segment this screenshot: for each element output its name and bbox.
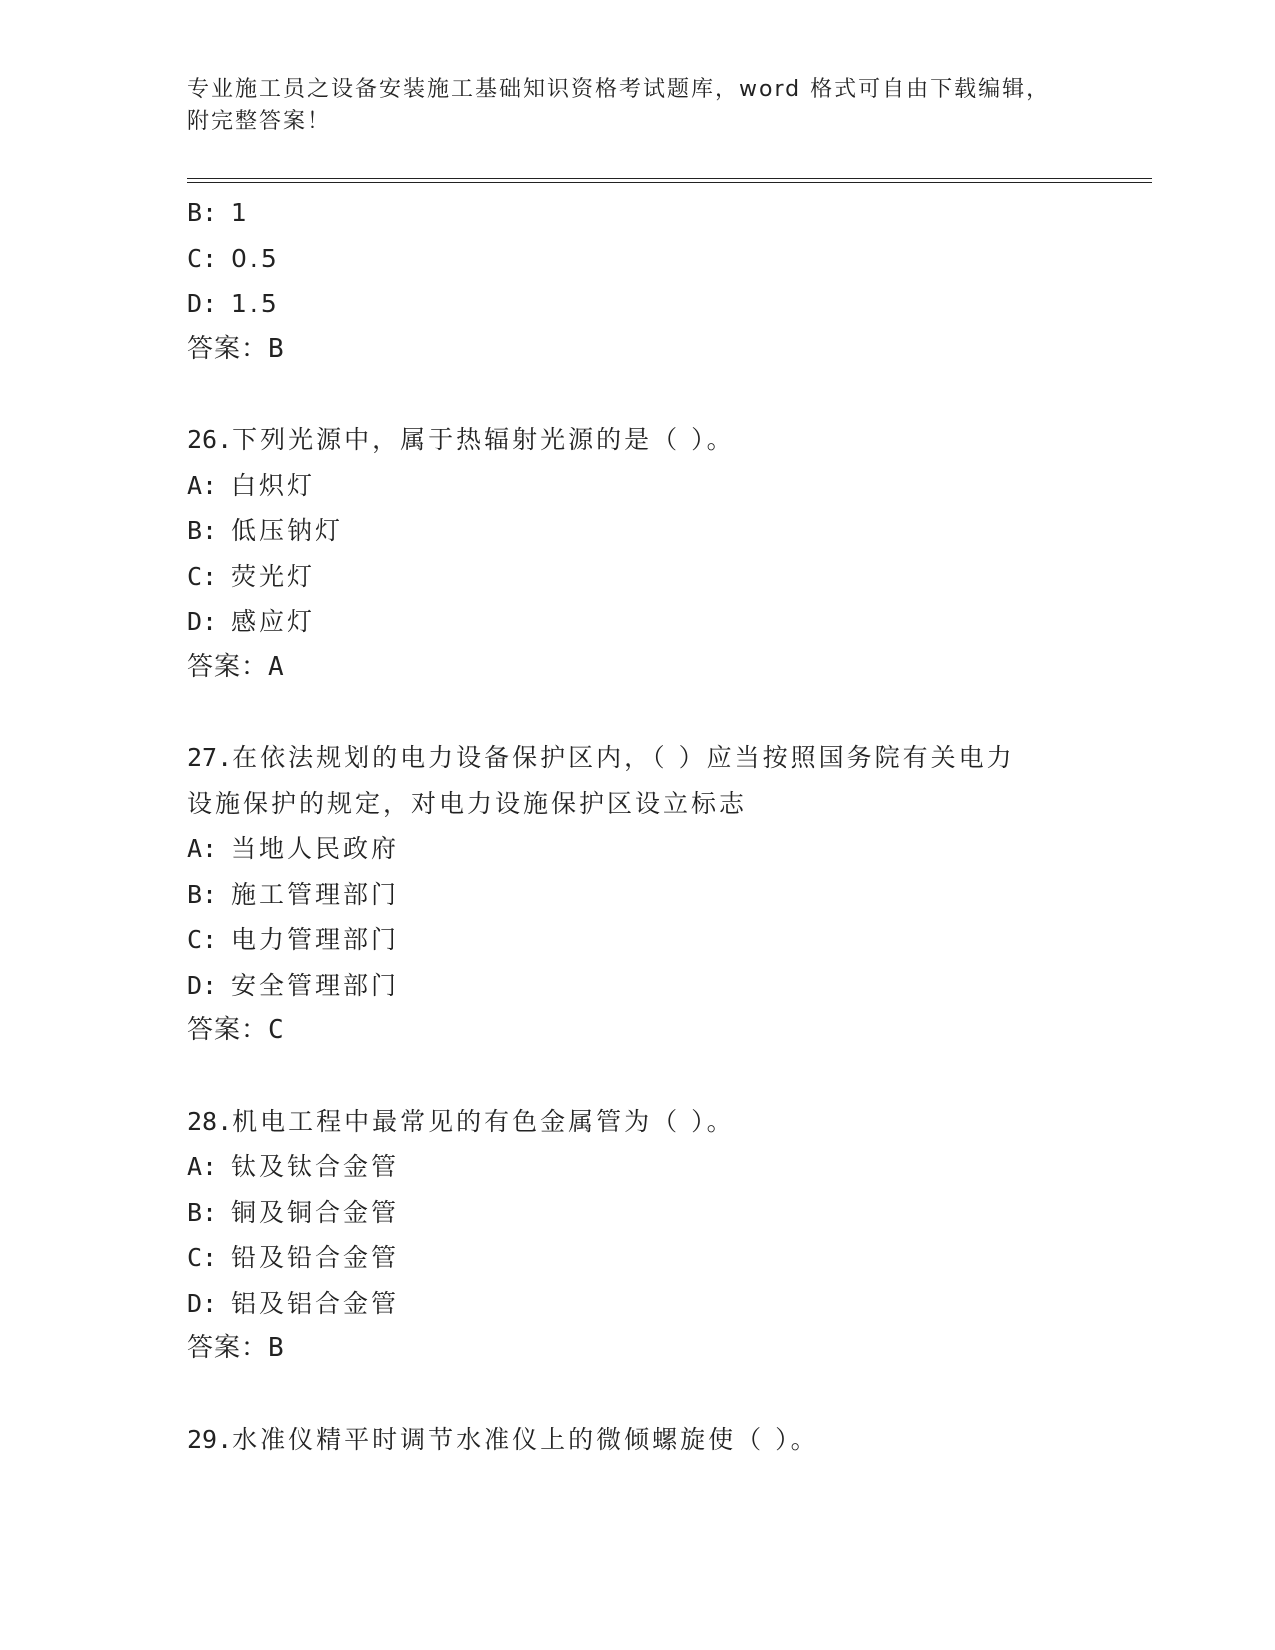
question-text: 水准仪精平时调节水准仪上的微倾螺旋使（ ）。 <box>232 1424 819 1454</box>
option-letter: D: <box>187 970 218 1000</box>
answer-label: 答案： <box>187 651 269 682</box>
option-text: 电力管理部门 <box>231 925 400 954</box>
question-28 <box>187 1099 1087 1372</box>
option-text: 钛及钛合金管 <box>231 1152 400 1181</box>
option-text: 安全管理部门 <box>231 970 400 1000</box>
option-letter: A: <box>187 470 218 500</box>
answer-line <box>187 645 1087 691</box>
option-letter: A: <box>187 834 218 863</box>
header-line-1: 专业施工员之设备安装施工基础知识资格考试题库，word 格式可自由下载编辑， <box>187 77 1051 102</box>
question-stem-line-2 <box>187 781 1087 827</box>
option-text: 铜及铜合金管 <box>231 1197 400 1227</box>
question-list <box>187 190 1087 1462</box>
option-text: 铝及铝合金管 <box>231 1288 400 1318</box>
option-text: 1.5 <box>231 289 280 318</box>
question-number: 29. <box>187 1424 233 1454</box>
option-letter: C: <box>187 561 218 591</box>
question-stem <box>187 1417 1087 1463</box>
question-text: 机电工程中最常见的有色金属管为（ ）。 <box>232 1106 735 1136</box>
option-letter: D: <box>187 289 218 318</box>
question-text: 下列光源中，属于热辐射光源的是（ ）。 <box>232 425 735 454</box>
answer-value: A <box>268 651 284 682</box>
answer-value: B <box>268 1333 284 1363</box>
option-letter: B: <box>187 198 218 227</box>
header-divider-top <box>187 178 1152 179</box>
question-stem <box>187 1099 1087 1145</box>
answer-value: C <box>268 1015 284 1045</box>
option-letter: D: <box>187 607 218 636</box>
option-a <box>187 1144 1087 1190</box>
option-c <box>187 236 1087 282</box>
option-text: 荧光灯 <box>231 561 316 591</box>
option-letter: B: <box>187 516 218 545</box>
answer-label: 答案： <box>187 1333 269 1363</box>
answer-value: B <box>268 333 284 364</box>
header-divider-bottom <box>187 182 1152 183</box>
question-25-tail <box>187 190 1087 372</box>
option-letter: C: <box>187 243 218 273</box>
option-c <box>187 917 1087 963</box>
option-letter: D: <box>187 1288 218 1318</box>
option-c <box>187 554 1087 600</box>
option-text: 0.5 <box>231 243 280 273</box>
option-b <box>187 190 1087 236</box>
question-text: 在依法规划的电力设备保护区内，（ ）应当按照国务院有关电力 <box>232 743 1015 772</box>
option-letter: B: <box>187 879 218 909</box>
option-a <box>187 826 1087 872</box>
option-b <box>187 508 1087 554</box>
option-a <box>187 463 1087 509</box>
header-line-2: 附完整答案！ <box>187 109 332 134</box>
answer-label: 答案： <box>187 1015 269 1045</box>
option-d <box>187 599 1087 645</box>
option-c <box>187 1235 1087 1281</box>
answer-line <box>187 327 1087 373</box>
option-letter: A: <box>187 1152 218 1181</box>
option-b <box>187 1190 1087 1236</box>
question-number: 26. <box>187 425 233 454</box>
option-text: 白炽灯 <box>231 470 316 500</box>
question-27 <box>187 735 1087 1054</box>
option-d <box>187 1281 1087 1327</box>
option-d <box>187 963 1087 1009</box>
question-stem <box>187 417 1087 463</box>
option-text: 低压钠灯 <box>231 516 344 545</box>
option-text: 施工管理部门 <box>231 879 400 909</box>
option-text: 1 <box>231 198 250 227</box>
option-letter: B: <box>187 1197 218 1227</box>
option-d <box>187 281 1087 327</box>
option-text: 铅及铅合金管 <box>231 1243 400 1272</box>
answer-line <box>187 1008 1087 1054</box>
option-text: 感应灯 <box>231 607 316 636</box>
option-b <box>187 872 1087 918</box>
answer-label: 答案： <box>187 333 269 364</box>
question-26 <box>187 417 1087 690</box>
question-number: 27. <box>187 743 233 772</box>
question-text-continued: 设施保护的规定，对电力设施保护区设立标志 <box>187 788 748 818</box>
question-number: 28. <box>187 1106 233 1136</box>
option-text: 当地人民政府 <box>231 834 400 863</box>
option-letter: C: <box>187 925 218 954</box>
question-29 <box>187 1417 1087 1463</box>
question-stem-line-1 <box>187 735 1087 781</box>
answer-line <box>187 1326 1087 1372</box>
document-header <box>187 74 1087 138</box>
option-letter: C: <box>187 1243 218 1272</box>
